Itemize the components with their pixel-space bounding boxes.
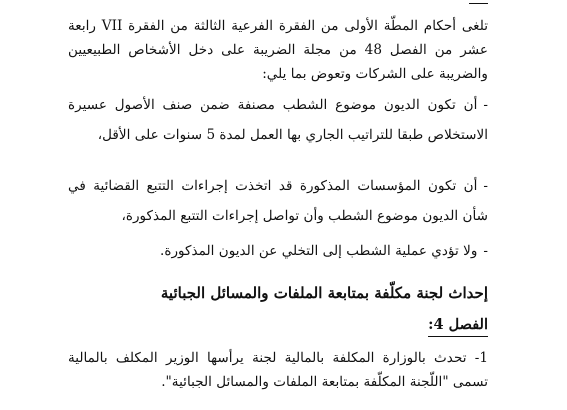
article-paragraph: 1- تحدث بالوزارة المكلفة بالمالية لجنة يرأسها الوزير المكلف بالمالية تسمى "اللّجنة المكلّفة بمتابعة الملفات والمسائل الجبائية".: [68, 350, 488, 390]
bullet-item-2: [68, 171, 488, 231]
intro-paragraph: تلغى أحكام المطّة الأولى من الفقرة الفرعية الثالثة من الفقرة VII رابعة عشر من الفصل 48 من مجلة الضريبة على دخل الأشخاص الطبيعيين والضريبة على الشركات وتعوض بما يلي:: [68, 18, 489, 82]
previous-section-underline: [469, 0, 488, 4]
article-title: الفصل 4:: [428, 314, 488, 337]
bullet-text: ولا تؤدي عملية الشطب إلى التخلي عن الديون المذكورة.: [160, 243, 478, 259]
bullet-mark: -: [483, 97, 488, 113]
bullet-text: أن تكون الديون موضوع الشطب مصنفة ضمن صنف الأصول عسيرة الاستخلاص طبقا للتراتيب الجاري بها العمل لمدة 5 سنوات على الأقل،: [68, 97, 488, 143]
bullet-item-3: [68, 236, 488, 266]
bullet-item-1: [68, 90, 488, 150]
bullet-text: أن تكون المؤسسات المذكورة قد اتخذت إجراءات التتبع القضائية في شأن الديون موضوع الشطب وأن تواصل إجراءات التتبع المذكورة،: [68, 178, 488, 224]
bullet-mark: -: [483, 243, 488, 259]
bullet-mark: -: [483, 178, 488, 194]
section-heading: إحداث لجنة مكلّفة بمتابعة الملفات والمسائل الجبائية: [160, 284, 488, 302]
